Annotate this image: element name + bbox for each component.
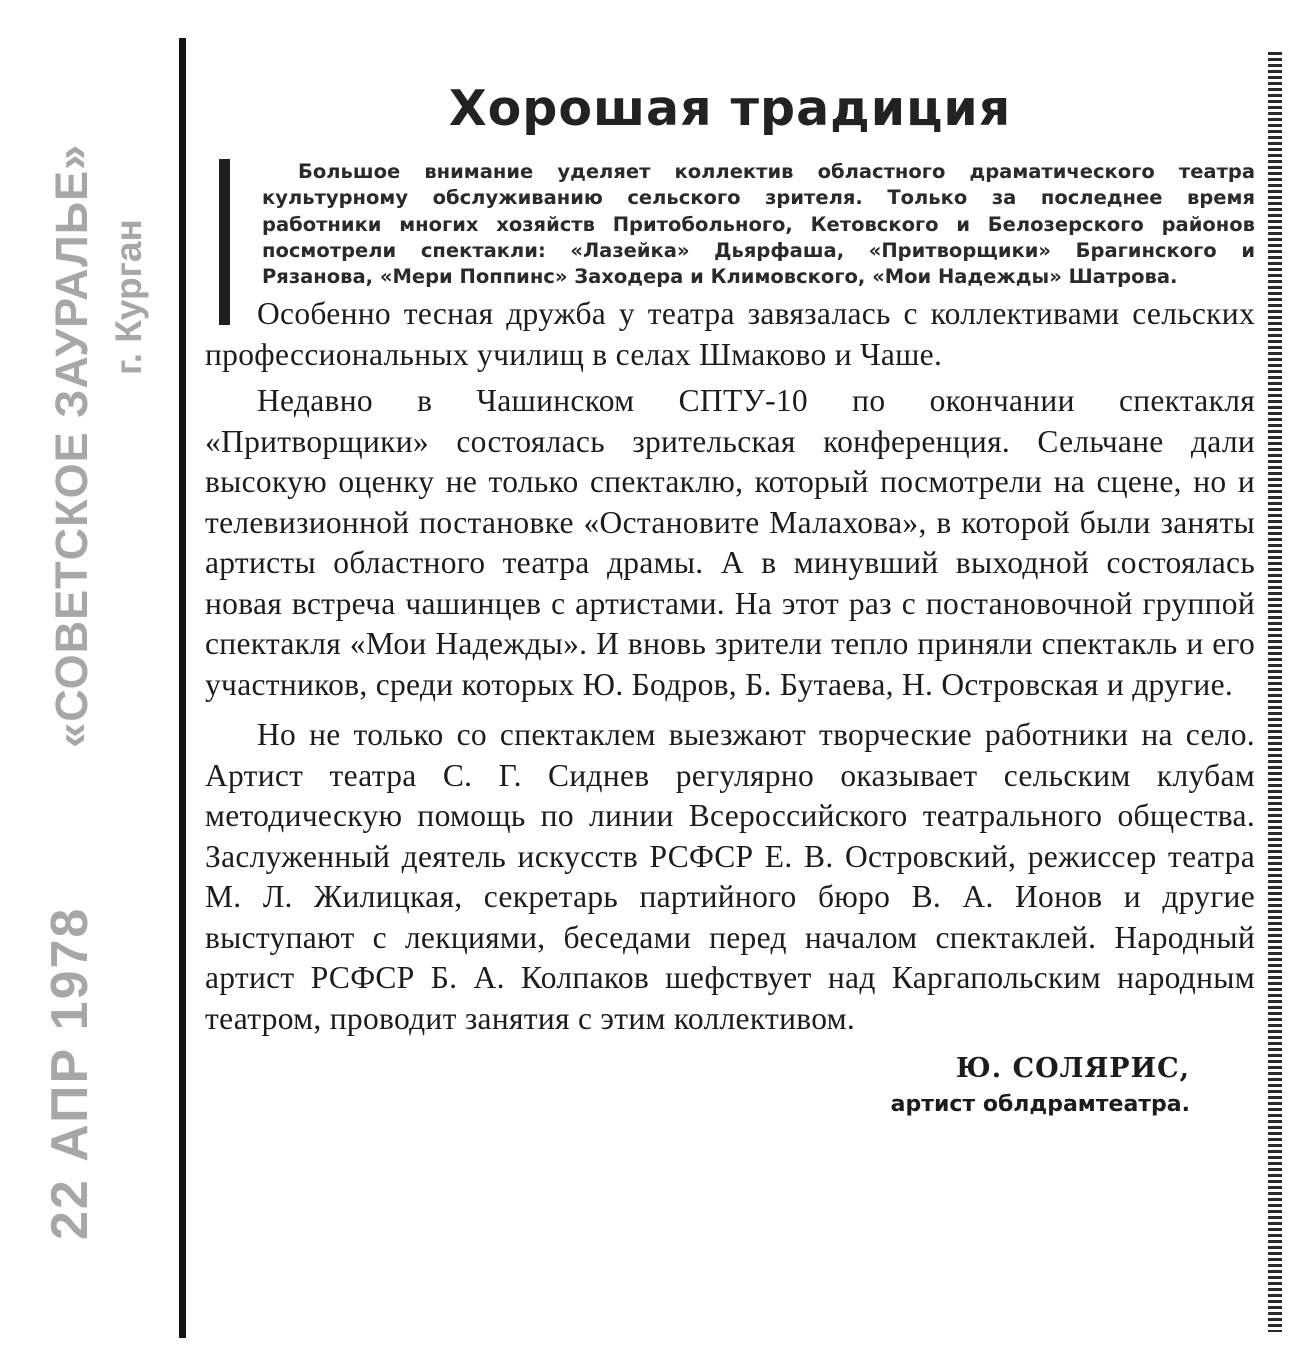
body-paragraph: Недавно в Чашинском СПТУ-10 по окончании спектакля «Притворщики» состоялась зрительская конференция. Сельчане дали высокую оценку не только спектаклю, который посмотрели на сцене, но и телевизионной постановке «Остановите Малахова», в которой были заняты артисты областного театра драмы. А в минувший выходной состоялась новая встреча чашинцев с артистами. На этот раз с постановочной группой спектакля «Мои Надежды». И вновь зрители тепло приняли спектакль и его участников, среди которых Ю. Бодров, Б. Бутаева, Н. Островская и другие. [205, 383, 1255, 702]
article-signature [205, 1053, 1255, 1117]
stamp-city: г. Курган [108, 219, 149, 375]
lead-marker [219, 159, 230, 325]
left-column-rule [179, 38, 186, 1338]
right-torn-edge [1268, 52, 1282, 1332]
article-body [205, 294, 1255, 1039]
author-role: артист облдрамтеатра. [890, 1092, 1190, 1118]
body-paragraph: Особенно тесная дружба у театра завязалась с коллективами сельских профессиональных училищ в селах Шмаково и Чаше. [205, 296, 1255, 372]
body-paragraph: Но не только со спектаклем выезжают творческие работники на село. Артист театра С. Г. Сиднев регулярно оказывает сельским клубам методическую помощь по линии Всероссийского театрального общества. Заслуженный деятель искусств РСФСР Е. В. Островский, режиссер театра М. Л. Жилицкая, секретарь партийного бюро В. А. Ионов и другие выступают с лекциями, беседами перед началом спектаклей. Народный артист РСФСР Б. А. Колпаков шефствует над Каргапольским народным театром, проводит занятия с этим коллективом. [205, 717, 1255, 1036]
stamp-date: 22 АПР 1978 [41, 906, 99, 1240]
article [205, 80, 1255, 1117]
article-title: Хорошая традиция [448, 80, 1012, 137]
archive-stamp [40, 144, 150, 1240]
stamp-newspaper: «СОВЕТСКОЕ ЗАУРАЛЬЕ» [46, 143, 97, 748]
lead-text: Большое внимание уделяет коллектив областного драматического театра культурному обслуживанию сельского зрителя. Только за последнее время работники многих хозяйств Притобольного, Кетовского и Белозерского районов посмотрели спектакли: «Лазейка» Дьярфаша, «Притворщики» Брагинского и Рязанова, «Мери Поппинс» Заходера и Климовского, «Мои Надежды» Шатрова. [262, 160, 1255, 289]
author-name: Ю. СОЛЯРИС, [956, 1053, 1190, 1085]
article-lead [205, 159, 1255, 290]
